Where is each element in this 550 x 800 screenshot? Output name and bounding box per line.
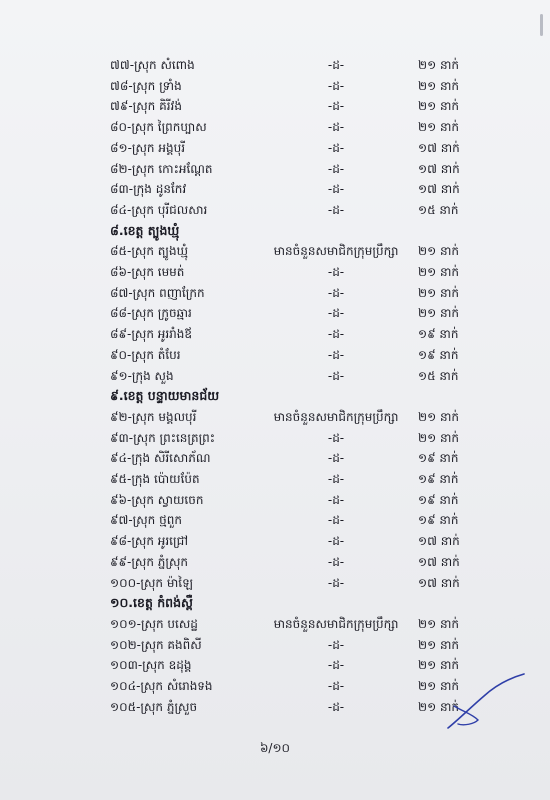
member-count: ២១ នាក់ xyxy=(418,699,460,714)
member-count: ២១ នាក់ xyxy=(418,78,460,93)
district-name: ៩៨-ស្រុក អូរជ្រៅ xyxy=(110,534,188,549)
section-heading: ១០.ខេត្ត កំពង់ស្ពឺ xyxy=(110,595,193,611)
member-count: ១៧ នាក់ xyxy=(418,534,460,549)
member-count: ១៧ នាក់ xyxy=(418,575,460,590)
member-count: ១៧ នាក់ xyxy=(418,182,460,197)
member-note: -ដ- xyxy=(327,285,345,300)
member-note: -ដ- xyxy=(327,637,345,652)
member-note: -ដ- xyxy=(327,451,345,466)
list-item xyxy=(0,490,550,510)
district-name: ៩០-ស្រុក តំបែរ xyxy=(110,347,181,362)
list-item xyxy=(0,117,550,137)
district-name: ៨៧-ស្រុក ពញាក្រែក xyxy=(110,285,205,300)
list-item xyxy=(0,159,550,179)
member-count: ១៩ នាក់ xyxy=(418,513,459,528)
member-count: ១៩ នាក់ xyxy=(418,347,459,362)
member-note: -ដ- xyxy=(327,161,345,176)
member-count: ១៥ នាក់ xyxy=(418,202,459,217)
member-count: ២១ នាក់ xyxy=(418,306,460,321)
signature-mark xyxy=(440,670,530,730)
member-note: -ដ- xyxy=(327,140,345,155)
district-name: ៨៦-ស្រុក មេមត់ xyxy=(110,265,185,279)
member-count: ២១ នាក់ xyxy=(418,120,460,135)
member-count: ១៩ នាក់ xyxy=(418,451,459,466)
member-note: -ដ- xyxy=(327,658,345,673)
member-note: -ដ- xyxy=(327,265,345,279)
member-note: មានចំនួនសមាជិកក្រុមប្រឹក្សា xyxy=(273,616,399,631)
list-item xyxy=(0,573,550,593)
member-count: ២១ នាក់ xyxy=(418,99,460,114)
list-item xyxy=(0,241,550,261)
district-name: ១០១-ស្រុក បសេដ្ឋ xyxy=(110,616,198,631)
member-count: ២១ នាក់ xyxy=(418,616,460,631)
member-note: -ដ- xyxy=(327,492,345,507)
district-name: ៩៣-ស្រុក ព្រះនេត្រព្រះ xyxy=(110,430,216,445)
member-count: ២១ នាក់ xyxy=(418,409,460,424)
member-note: -ដ- xyxy=(327,430,345,445)
list-item xyxy=(0,635,550,655)
list-item xyxy=(0,428,550,448)
list-item xyxy=(0,407,550,427)
member-count: ១៧ នាក់ xyxy=(418,161,460,176)
member-count: ២១ នាក់ xyxy=(418,658,460,673)
district-name: ៩៧-ស្រុក ថ្មពួក xyxy=(110,513,182,528)
member-note: -ដ- xyxy=(327,327,345,342)
list-item xyxy=(0,614,550,634)
member-count: ១៩ នាក់ xyxy=(418,492,459,507)
member-note: -ដ- xyxy=(327,99,345,114)
member-note: -ដ- xyxy=(327,306,345,321)
district-name: ៩៥-ក្រុង ប៉ោយប៉ែត xyxy=(110,472,200,486)
list-item xyxy=(0,96,550,116)
district-name: ៨២-ស្រុក កោះអណ្តែត xyxy=(110,161,213,176)
member-note: -ដ- xyxy=(327,368,345,383)
district-name: ៨៣-ក្រុង ដូនកែវ xyxy=(110,182,187,197)
member-count: ២១ នាក់ xyxy=(418,58,460,72)
page-edge-mark xyxy=(540,14,543,36)
district-name: ៩២-ស្រុក មង្គលបុរី xyxy=(110,409,197,424)
member-note: -ដ- xyxy=(327,58,345,72)
section-heading: ៨.ខេត្ត ត្បូងឃ្មុំ xyxy=(110,222,180,238)
list-item xyxy=(0,469,550,489)
member-count: ១៩ នាក់ xyxy=(418,327,459,342)
member-count: ២១ នាក់ xyxy=(418,265,460,279)
member-count: ២១ នាក់ xyxy=(418,679,460,693)
district-name: ៧៩-ស្រុក គិរីវង់ xyxy=(110,99,182,114)
member-note: -ដ- xyxy=(327,182,345,197)
member-note: -ដ- xyxy=(327,78,345,93)
district-name: ៧៨-ស្រុក ទ្រាំង xyxy=(110,78,182,93)
member-count: ១៧ នាក់ xyxy=(418,140,460,155)
list-item xyxy=(0,303,550,323)
list-item xyxy=(0,179,550,199)
list-item xyxy=(0,552,550,572)
list-item xyxy=(0,531,550,551)
page-number: ៦/១០ xyxy=(259,741,291,755)
list-item xyxy=(0,55,550,75)
district-name: ៧៧-ស្រុក សំពោង xyxy=(110,58,195,72)
district-name: ៩១-ក្រុង សួង xyxy=(110,368,174,383)
member-note: -ដ- xyxy=(327,575,345,590)
section-heading: ៩.ខេត្ត បន្ទាយមានជ័យ xyxy=(110,388,220,404)
list-item xyxy=(0,324,550,344)
district-name: ១០៣-ស្រុក ឧដុង្គ xyxy=(110,658,192,673)
list-item xyxy=(0,138,550,158)
district-name: ៨០-ស្រុក ព្រៃកប្បាស xyxy=(110,120,207,135)
member-note: -ដ- xyxy=(327,472,345,486)
list-item xyxy=(0,283,550,303)
list-item xyxy=(0,510,550,530)
member-count: ១៧ នាក់ xyxy=(418,554,460,569)
district-name: ១០២-ស្រុក គងពិសី xyxy=(110,637,202,652)
member-count: ១៩ នាក់ xyxy=(418,472,459,486)
district-name: ៨៨-ស្រុក ក្រូចឆ្មារ xyxy=(110,306,192,321)
list-item xyxy=(0,262,550,282)
member-note: -ដ- xyxy=(327,554,345,569)
member-note: -ដ- xyxy=(327,699,345,714)
district-name: ៩៤-ក្រុង សិរីសោភ័ណ xyxy=(110,451,211,466)
member-note: -ដ- xyxy=(327,202,345,217)
member-note: -ដ- xyxy=(327,120,345,135)
member-count: ២១ នាក់ xyxy=(418,430,460,445)
member-note: -ដ- xyxy=(327,513,345,528)
district-name: ៩៩-ស្រុក ភ្នំស្រុក xyxy=(110,554,188,569)
member-note: មានចំនួនសមាជិកក្រុមប្រឹក្សា xyxy=(273,244,399,259)
district-name: ១០៥-ស្រុក ភ្នំស្រួច xyxy=(110,699,198,714)
district-name: ៨១-ស្រុក អង្គបុរី xyxy=(110,140,185,155)
list-item xyxy=(0,366,550,386)
list-item xyxy=(0,200,550,220)
member-note: -ដ- xyxy=(327,347,345,362)
district-name: ៨៥-ស្រុក ត្បូងឃ្មុំ xyxy=(110,244,188,259)
member-note: មានចំនួនសមាជិកក្រុមប្រឹក្សា xyxy=(273,409,399,424)
list-item xyxy=(0,448,550,468)
member-note: -ដ- xyxy=(327,534,345,549)
district-name: ១០០-ស្រុក ម៉ាឡៃ xyxy=(110,575,193,590)
district-name: ១០៤-ស្រុក សំរោងទង xyxy=(110,679,213,693)
member-note: -ដ- xyxy=(327,679,345,693)
district-name: ៨៤-ស្រុក បុរីជលសារ xyxy=(110,202,208,217)
member-count: ២១ នាក់ xyxy=(418,244,460,259)
member-count: ២១ នាក់ xyxy=(418,637,460,652)
district-name: ៨៩-ស្រុក អូររាំងឪ xyxy=(110,327,193,342)
member-count: ២១ នាក់ xyxy=(418,285,460,300)
list-item xyxy=(0,76,550,96)
list-item xyxy=(0,345,550,365)
member-count: ១៥ នាក់ xyxy=(418,368,459,383)
district-name: ៩៦-ស្រុក ស្វាយចេក xyxy=(110,492,204,507)
